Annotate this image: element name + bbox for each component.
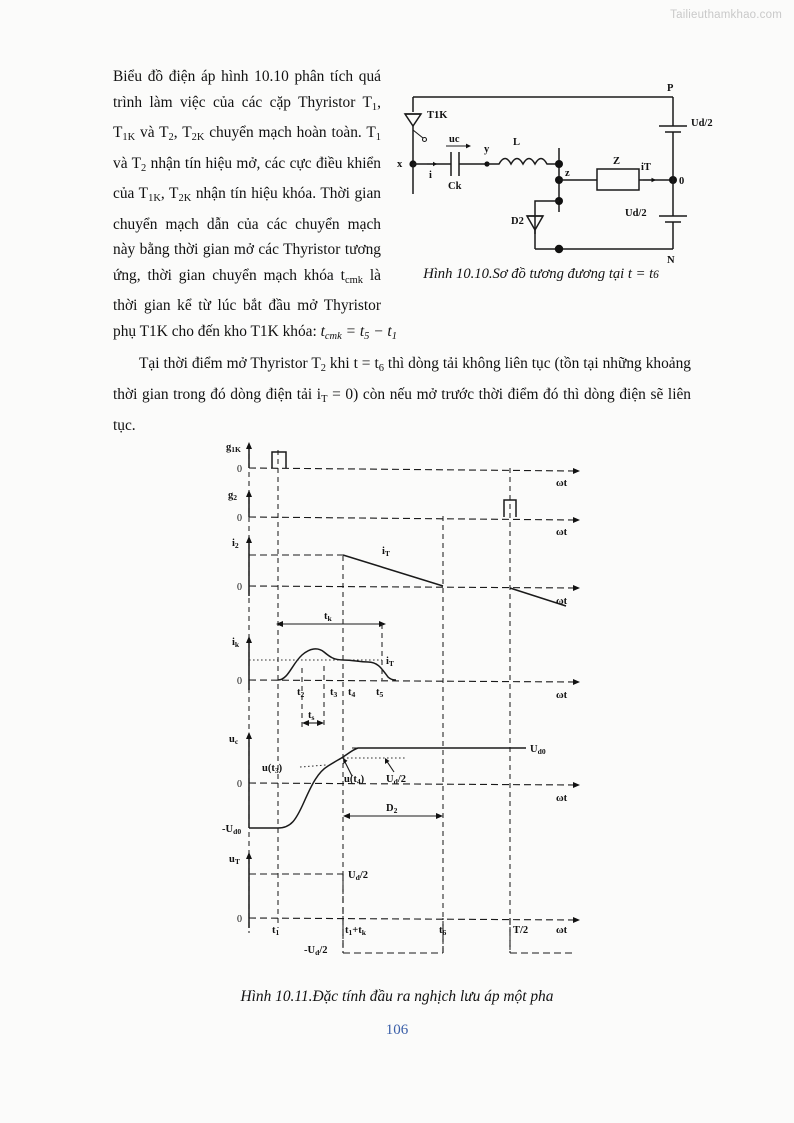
- trace-ik-ylabel: ik: [232, 637, 240, 649]
- annotation-d2-span: D2: [386, 803, 398, 815]
- node-0-label: 0: [679, 176, 685, 187]
- trace-i2-zero: 0: [237, 582, 242, 593]
- paragraph-2-text: Tại thời điểm mở Thyristor $T_2$ khi $t = t_6$ thì dòng tải không liên tục (tồn tại những khoảng thời gian trong đó dòng điện tải $i_T = 0$) còn nếu mở trước thời điểm đó thì dòng điện sẽ liên tục.: [113, 355, 692, 434]
- annotation-t3: t3: [330, 687, 338, 699]
- annotation-t6: t6: [439, 925, 447, 937]
- trace-uc-zero: 0: [237, 779, 242, 790]
- axis-label-wt-3: ωt: [556, 596, 568, 607]
- axis-label-wt-1: ωt: [556, 478, 568, 489]
- annotation-ts-span: ts: [308, 710, 315, 722]
- trace-ik-curve-label: iT: [386, 656, 394, 668]
- capacitor-label: Ck: [448, 181, 462, 192]
- page-number: 106: [385, 1022, 409, 1038]
- current-iT-label: iT: [641, 162, 651, 173]
- waveform-diagram-svg: [196, 428, 616, 968]
- trace-ik-zero: 0: [237, 676, 242, 687]
- figure-10-10-caption: [393, 264, 689, 285]
- top-text-block: [113, 64, 713, 438]
- thyristor-label: T1K: [427, 110, 448, 121]
- current-i-label: i: [429, 170, 432, 181]
- annotation-t5: t5: [376, 687, 384, 699]
- trace-uc-ylabel: uc: [229, 734, 239, 746]
- load-label: Z: [613, 156, 621, 167]
- inductor-label: L: [513, 137, 521, 148]
- node-n-label: N: [667, 255, 675, 266]
- node-y-label: y: [484, 144, 490, 155]
- axis-label-wt-5: ωt: [556, 793, 568, 804]
- source-bottom-label: Ud/2: [625, 208, 647, 219]
- source-top-label: Ud/2: [691, 118, 713, 129]
- trace-g2-ylabel: g2: [228, 490, 238, 502]
- annotation-u-t4: u(t4): [344, 774, 365, 786]
- annotation-t-half: T/2: [513, 925, 529, 936]
- annotation-tk-span: tk: [324, 611, 332, 623]
- trace-g1k-ylabel: g1K: [226, 442, 241, 454]
- annotation-t1: t1: [272, 925, 280, 937]
- axis-label-wt-6: ωt: [556, 925, 568, 936]
- figure-10-11: [196, 428, 616, 968]
- figure-10-10: [391, 64, 713, 296]
- axis-label-wt-4: ωt: [556, 690, 568, 701]
- annotation-ud-top: Ud0: [530, 744, 546, 756]
- paragraph-1-text: Biểu đồ điện áp hình 10.10 phân tích quá trình làm việc của các cặp Thyristor $T_1$, $T_{1K}$ và $T_2$, $T_{2K}$ chuyển mạch hoàn toàn. $T_1$ và $T_2$ nhận tín hiệu mở, các cực điều khiển của $T_{1K}$, $T_{2K}$ nhận tín hiệu khóa. Thời gian chuyển mạch dẫn của các chuyển mạch này bằng thời gian mở các Thyristor tương ứng, thời gian chuyển mạch khóa $t_{cmk}$ là thời gian kể từ lúc bắt đầu mở Thyristor phụ T1K cho đến kho T1K khóa: $t_{cmk} = t_5 - t_1$: [113, 68, 397, 342]
- capacitor-voltage-label: uc: [449, 134, 460, 145]
- figure-10-10-caption-text: Hình 10.10.Sơ đồ tương đương tại t = t6: [423, 266, 659, 282]
- node-x-label: x: [397, 159, 403, 170]
- annotation-t1-plus-tk: t1+tk: [345, 925, 367, 937]
- annotation-t2: t2: [297, 687, 305, 699]
- diode-label: D2: [511, 216, 524, 227]
- paragraph-2: [113, 351, 691, 438]
- trace-i2-curve-label: iT: [382, 546, 390, 558]
- node-p-label: P: [667, 83, 674, 94]
- trace-uT-zero: 0: [237, 914, 242, 925]
- annotation-ud-half-arrow: Ud/2: [386, 774, 406, 786]
- axis-label-wt-2: ωt: [556, 527, 568, 538]
- node-z-label: z: [565, 168, 570, 179]
- annotation-ud-bottom: -Ud0: [222, 824, 242, 836]
- annotation-t4: t4: [348, 687, 356, 699]
- trace-g2-zero: 0: [237, 513, 242, 524]
- annotation-u-t3: u(t3): [262, 763, 283, 775]
- trace-uT-ylabel: uT: [229, 854, 240, 866]
- figure-10-11-caption: Hình 10.11.Đặc tính đầu ra nghịch lưu áp một pha: [240, 988, 554, 1005]
- annotation-ud-half-pos: Ud/2: [348, 870, 368, 882]
- watermark: Tailieuthamkhao.com: [670, 9, 782, 21]
- trace-g1k-zero: 0: [237, 464, 242, 475]
- trace-i2-ylabel: i2: [232, 538, 239, 550]
- circuit-diagram-svg: [391, 64, 713, 269]
- annotation-ud-half-neg: -Ud/2: [304, 945, 328, 957]
